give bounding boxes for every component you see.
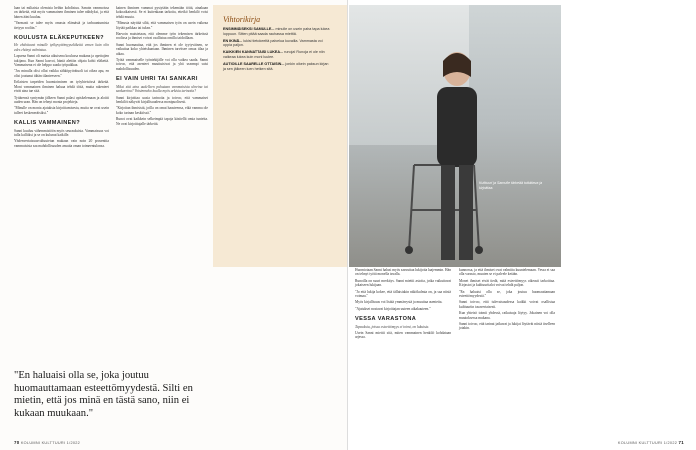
right-column-1 (355, 268, 451, 342)
info-box-body (223, 27, 331, 74)
paragraph: Sanni kuuluu vähemmistöön myös seurauksista. Vammaisuus voi tulla kalliiksi ja se on kulunut kaikille. (14, 128, 109, 137)
left-column-1 (14, 6, 109, 150)
page-footer (618, 440, 684, 445)
paragraph: Myös kirjallisuus voi lisätä ymmärrystä ja muuttaa asenteita. (355, 300, 443, 305)
paragraph: Lapsena Sanni oli maista aikuisena koulussa mukana ja opettajien tukijana. Kun Sanni kasvoi, häntä alettiin ohjata kohti eläkettä. Vammaisena ei ole helppo saada työpaikkaa. (14, 54, 109, 68)
page-footer (14, 440, 80, 445)
paragraph: Erilaisten tarpeiden huomioiminen on työyhteisössä tärkeää. Moni vammainen ihminen haluaa tehdä töitä, mutta rakenteet eivät aina tue sitä. (14, 80, 109, 94)
info-box-item (223, 50, 331, 59)
paragraph: kunnossa, ja että ihmiset ovat valmiita kuuntelemaan. Vessa ei saa olla varasto, muuten se ei palvele ketään. (459, 268, 555, 277)
info-box-text: runoja! Runoja ei ole niin vaikeaa lukea kuin moni luulee. (223, 50, 325, 59)
paragraph: Kun yhteisö toimii yhdessä, ratkaisuja löytyy. Jokainen voi olla muutoksessa mukana. (459, 311, 555, 320)
photo-caption: Kulttuuri ja Samulle tärkeää tutkittava ja kirjoittaa. (479, 181, 543, 190)
info-box-label: EN IKINÄ... (223, 38, 243, 43)
info-box-text: minulle on usein paha tapa lukea loppuun. Sitten pitää saada rauhassa miettiä. (223, 27, 330, 36)
page-number: 70 (14, 440, 20, 445)
section-lead: Miksi sitä aina uudelleen puhutaan vammaisista uhreina tai sankareina? Voisimmeko kuulla myös arkisia tarinoita? (116, 84, 208, 94)
magazine-name: KOLUMNI KULTTUURI 1/2022 (617, 441, 678, 445)
info-box-item (223, 27, 331, 36)
paragraph: "Ajatukset nostavat kirjoittajan uuteen aikakauteen." (355, 306, 431, 311)
paragraph: "Jo että lukija kokee, että tällaisiakin näkökulmia on, ja saa niistä voimaa." (355, 289, 451, 299)
paragraph: Sanni toivoo, että tulevaisuudessa kaikki voivat osallistua kulttuuriin tasavertaisesti. (459, 300, 555, 309)
paragraph: kainen ihminen vammat pystytään tekemään töitä, ainakaan kokoaikaisesti. Se ei kuitenkaan tarkoita, etteikö henkilö voisi tehdä muuta. (116, 6, 208, 19)
paragraph: Sanni toivoo, että tarinat jatkuvat ja lukijat löytävät niistä itselleen jotakin. (459, 322, 555, 331)
info-box-text: lukisi tietokeeltä palvelua kuvailla. Vammasta voi oppia paljon. (223, 38, 323, 48)
pull-quote: "En haluaisi olla se, joka joutuu huomauttamaan esteettömyydestä. Silti en mietin, että jos minä en tästä sano, niin ei kukaan muukaan." (14, 370, 193, 419)
info-box-item (223, 62, 331, 71)
paragraph: "Minusta näyttää siltä, että vammaisen työn on usein vaikeaa löytää paikkaa tai tukea." (116, 21, 208, 30)
magazine-name: KOLUMNI KULTTUURI 1/2022 (20, 441, 81, 445)
paragraph: "Varmasti se tulee myös omasta elämästä ja tarhuuntumista tietyyn rooliin." (14, 21, 109, 30)
section-heading: KOULUSTA ELÄKEPUTKEEN? (14, 35, 104, 42)
paragraph: "Kirjoitan ihmisistä, joilla on omat haasteensa, eikä vamma ole koko tarinan keskiössä." (116, 106, 208, 115)
section-heading: VESSA VARASTONA (355, 316, 417, 323)
paragraph: Runoilla on suuri merkitys. Sanni miettii asioita, jotka vaikuttavat jokaiseen lukijaan. (355, 278, 451, 288)
paragraph: Yhdenvertaisuusvaltuutetun mukaan vain noin 20 prosenttia vammaisista saa mahdollisuuden ansaita oman toimeentulonsa. (14, 139, 109, 148)
paragraph: Huomiotaan Sanni halusi myös saavuttaa lukijoita laajemmin. Hän on tehnyt työtä monella tavalla. (355, 268, 452, 277)
section-lead: Tapauksia, joissa esteettömyys ei toimi, on lukuisia. (355, 324, 430, 329)
paragraph: Runot ovat kaikkein selkeimpiä tapoja käsitellä omia tunteita. Ne ovat kirjoittajalle tärkeitä. (116, 117, 208, 126)
paragraph: Työtä vammaiselle työntekijälle voi olla vaikea saada. Sanni toivoo, että asenteet muuttuisivat ja yhä useampi saisi mahdollisuuden. (116, 58, 208, 71)
info-box-label: AUTIOILLE SAARELLE OTTAISIN... (223, 62, 285, 67)
info-box-item (223, 39, 331, 48)
info-box-text: jonkin oikein paksun kirjan ja sen jälkeen luen hetken sitä. (223, 62, 329, 71)
section-heading: KALLIS VAMMAINEN? (14, 120, 81, 127)
paragraph: Usein Sanni miettii sitä, miten vammainen henkilö kohdataan arjessa. (355, 331, 451, 340)
paragraph: laan tai miltaisia olemisia heihin kohdistuu. Sanoin vammoissa on tärkeää, että myös vammainen ihminen tulee nähdyksi, ja että hänen ääni kuuluu. (14, 6, 109, 19)
left-column-2 (116, 6, 208, 128)
paragraph: "Minulle on monia ajatuksia kirjoittamisesta, mutta ne ovat usein tulleet keskeneräisiksi." (14, 106, 109, 115)
right-column-2 (459, 268, 555, 333)
paragraph: "En haluaisi olla se, joka joutuu huomauttamaan esteettömyydestä." (459, 289, 555, 299)
paragraph: Monet ihmiset eivät tiedä, mitä esteettömyys oikeasti tarkoittaa. Kirjastot ja kulttuuritalot voivat tehdä paljon. (459, 278, 555, 288)
right-page (349, 0, 696, 450)
paragraph: Tyttärensä syntymän jälkeen Sanni palasi opiskelemaan ja aloitti uuden uran. Hän on tehnyt monia projekteja. (14, 95, 109, 104)
paragraph: Harvoin muistetaan, että olemme työn tekemisen tärkeässä roolissa ja ihmiset voivat osallistua omilla taidoillaan. (116, 32, 208, 41)
paragraph: "Jos minulla olisi ollut vaikka sähköpyörätuoli tai oikea apu, en olisi joutunut tähän tilanteeseen." (14, 69, 109, 78)
info-box-label: ENSIMMÄISEKSI SAMULLE... (223, 27, 275, 31)
section-heading: EI VAIN UHRI TAI SANKARI (116, 76, 198, 83)
paragraph: Sanni kirjoittaa uusia tarinoita ja toivoo, että vammaiset henkilöt näkyvät kirjallisuudessa monipuolisesti. (116, 95, 208, 104)
paragraph: Sanni huomauttaa, että jos ihminen ei ole tyytyväinen, se vaikuttaa koko yhteiskuntaan. Ihminen tarvitsee omaa tilaa ja aikaa. (116, 42, 208, 56)
info-box-label: KAIKKIEN KANNATTAISI LUKEA... (223, 50, 284, 55)
info-box-title: Vihtorikirja (223, 15, 261, 24)
page-number: 71 (678, 440, 684, 445)
info-box (213, 5, 347, 267)
section-lead: He ehdottavat minulle työkyvyttömyyseläkettä ennen kuin olin edes ehtinyt valmistua. (14, 43, 109, 52)
